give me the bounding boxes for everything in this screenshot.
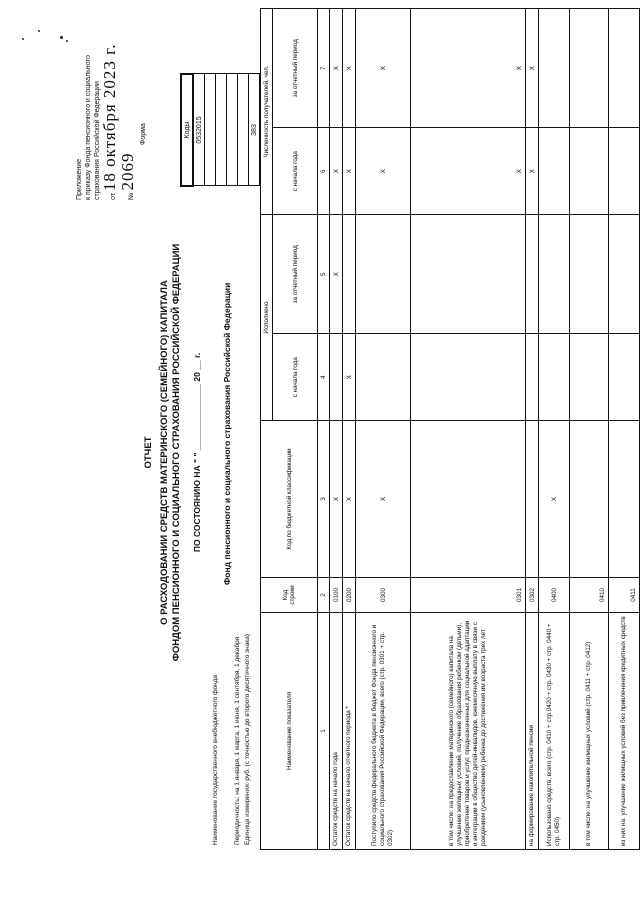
report-title-line3: ФОНДОМ ПЕНСИОННОГО И СОЦИАЛЬНОГО СТРАХОВАНИЯ РОССИЙСКОЙ ФЕДЕРАЦИИ — [171, 243, 182, 662]
row-kbk — [609, 421, 640, 578]
appendix-date-value: 18 октября 2023 г. — [100, 43, 119, 192]
row-kbk: X — [330, 421, 343, 578]
header-recipients-period: за отчетный период — [273, 9, 318, 128]
form-label: Форма — [140, 123, 147, 145]
col-number: 4 — [318, 334, 330, 421]
row-name: в том числе: на предоставление материнского (семейного) капитала на улучшение жилищных условий, получение образования ребенком (детьми), приобретение товаров и услуг, предназначенных для социальной адаптации и интеграции в общество детей-инвалидов, ежемесячную выплату в связи с рождением (усыновлением) ребенка до достижения им возраста трех лет — [411, 613, 526, 850]
row-kbk: X — [356, 421, 411, 578]
appendix-line1: Приложение — [76, 158, 83, 200]
period-label: Периодичность: на 1 января, 1 марта, 1 июня, 1 сентября, 1 декабря — [234, 636, 241, 845]
report-table — [260, 8, 640, 850]
codes-box — [180, 73, 260, 187]
table-row — [330, 9, 343, 850]
col-number: 5 — [318, 215, 330, 334]
row-c6 — [570, 128, 609, 215]
row-c7: X — [330, 9, 343, 128]
col-number: 1 — [318, 613, 330, 850]
header-recipients: Численность получателей, чел. — [261, 9, 273, 215]
row-c4 — [526, 334, 539, 421]
header-executed: Исполнено — [261, 215, 273, 421]
row-c5 — [526, 215, 539, 334]
row-kbk: X — [539, 421, 570, 578]
appendix-number-prefix: № — [128, 192, 135, 200]
fund-label: Наименование государственного внебюджетного фонда — [212, 674, 219, 845]
header-executed-year: с начала года — [273, 334, 318, 421]
header-recipients-year: с начала года — [273, 128, 318, 215]
row-code: 0410 — [570, 578, 609, 613]
row-name: на формирование накопительной пенсии — [526, 613, 539, 850]
row-name: из них на: улучшение жилищных условий без привлечения кредитных средств — [609, 613, 640, 850]
row-code: 0411 — [609, 578, 640, 613]
row-c4 — [539, 334, 570, 421]
row-name: Остаток средств на начало отчетного периода * — [343, 613, 356, 850]
row-name: Использовано средств, всего (стр. 0410 + стр.0420 + стр. 0430 + стр. 0440 + стр. 0450) — [539, 613, 570, 850]
row-c7 — [539, 9, 570, 128]
row-c6 — [539, 128, 570, 215]
appendix-block — [75, 55, 102, 200]
appendix-number — [118, 153, 138, 200]
table-row — [570, 9, 609, 850]
row-c5: X — [330, 215, 343, 334]
row-c5 — [411, 215, 526, 334]
row-code: 0302 — [526, 578, 539, 613]
codes-header: Коды — [181, 74, 193, 186]
row-c7: X — [411, 9, 526, 128]
row-name: Поступило средств федерального бюджета в бюджет Фонда пенсионного и социального страхования Российской Федерации, всего (стр. 0301 + стр. 0302) — [356, 613, 411, 850]
row-c4 — [411, 334, 526, 421]
row-c4: X — [343, 334, 356, 421]
row-c6: X — [356, 128, 411, 215]
row-c5 — [356, 215, 411, 334]
row-c4 — [356, 334, 411, 421]
table-row — [526, 9, 539, 850]
appendix-date-prefix: от — [110, 193, 117, 200]
table-row — [343, 9, 356, 850]
codes-empty-cell — [205, 74, 216, 186]
appendix-date — [100, 44, 120, 201]
row-c7 — [570, 9, 609, 128]
row-c6: X — [343, 128, 356, 215]
appendix-line2: к приказу Фонда пенсионного и социального — [85, 55, 92, 200]
row-code: 0100 — [330, 578, 343, 613]
report-title-line2: О РАСХОДОВАНИИ СРЕДСТВ МАТЕРИНСКОГО (СЕМЕЙНОГО) КАПИТАЛА — [159, 280, 170, 625]
row-c7: X — [343, 9, 356, 128]
row-c5 — [609, 215, 640, 334]
row-c5 — [539, 215, 570, 334]
row-c4 — [609, 334, 640, 421]
codes-empty-cell — [238, 74, 249, 186]
col-number: 3 — [318, 421, 330, 578]
table-row — [539, 9, 570, 850]
appendix-number-value: 2069 — [118, 152, 137, 191]
row-code: 0200 — [343, 578, 356, 613]
codes-empty-cell — [216, 74, 227, 186]
row-kbk: X — [343, 421, 356, 578]
row-c6 — [609, 128, 640, 215]
unit-label: Единица измерения: руб. (с точностью до второго десятичного знака) — [244, 634, 251, 845]
okud-code: 0532015 — [193, 74, 205, 186]
report-title: ОТЧЕТ — [143, 436, 154, 469]
codes-empty-cell — [227, 74, 238, 186]
header-executed-period: за отчетный период — [273, 215, 318, 334]
row-c7: X — [356, 9, 411, 128]
row-kbk — [411, 421, 526, 578]
report-date-line: ПО СОСТОЯНИЮ НА " " ______________ 20 __ г. — [192, 352, 202, 553]
table-row — [356, 9, 411, 850]
row-c4 — [570, 334, 609, 421]
header-kbk: Код по бюджетной классификации — [261, 421, 318, 578]
row-c7 — [609, 9, 640, 128]
row-c6: X — [330, 128, 343, 215]
row-c5 — [343, 215, 356, 334]
okei-code: 383 — [249, 74, 260, 186]
table-row — [411, 9, 526, 850]
col-number: 2 — [318, 578, 330, 613]
row-c6: X — [411, 128, 526, 215]
row-c4 — [330, 334, 343, 421]
row-c6: X — [526, 128, 539, 215]
row-code: 0301 — [411, 578, 526, 613]
row-kbk — [526, 421, 539, 578]
appendix-line3: страхования Российской Федерации — [94, 81, 101, 200]
row-name: Остаток средств на начало года — [330, 613, 343, 850]
row-code: 0300 — [356, 578, 411, 613]
row-kbk — [570, 421, 609, 578]
row-code: 0400 — [539, 578, 570, 613]
col-number: 6 — [318, 128, 330, 215]
row-c5 — [570, 215, 609, 334]
row-c7: X — [526, 9, 539, 128]
header-name: Наименование показателя — [261, 613, 318, 850]
row-name: в том числе: на улучшение жилищных условий (стр. 0411 + стр. 0412) — [570, 613, 609, 850]
fund-value: Фонд пенсионного и социального страхования Российской Федерации — [222, 282, 232, 585]
header-code: Код строки — [261, 578, 318, 613]
col-number: 7 — [318, 9, 330, 128]
table-row — [609, 9, 640, 850]
